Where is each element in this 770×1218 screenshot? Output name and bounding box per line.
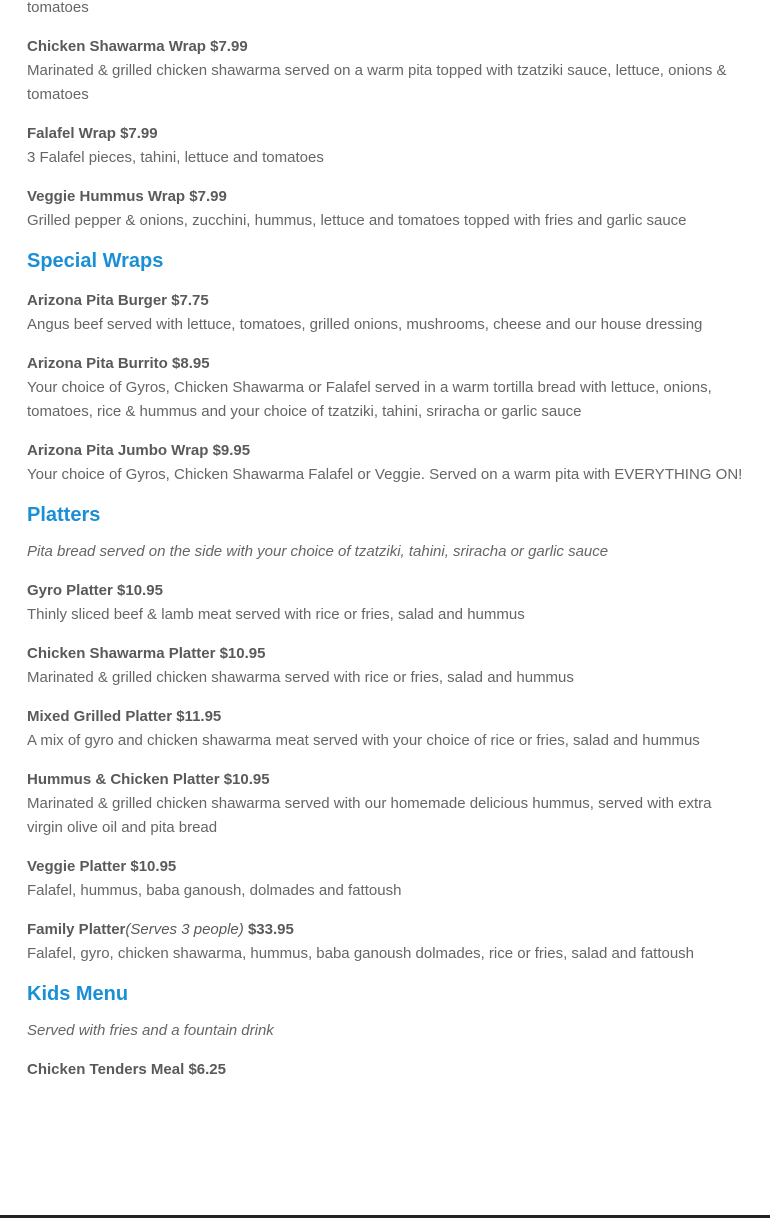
menu-item-desc: 3 Falafel pieces, tahini, lettuce and tomatoes — [27, 149, 324, 166]
menu-item-name: Arizona Pita Burrito $8.95 — [27, 355, 210, 372]
menu-content — [27, 0, 743, 1082]
family-platter-price: $33.95 — [247, 921, 294, 938]
family-platter-name: Family Platter — [27, 921, 126, 938]
menu-item-name: Chicken Shawarma Wrap $7.99 — [27, 38, 248, 55]
menu-item — [27, 185, 743, 233]
menu-item — [27, 122, 743, 170]
menu-item-family-platter — [27, 918, 743, 966]
menu-item — [27, 352, 743, 424]
menu-item-name: Veggie Hummus Wrap $7.99 — [27, 188, 227, 205]
menu-item-name: Veggie Platter $10.95 — [27, 858, 177, 875]
menu-item-desc: Marinated & grilled chicken shawarma served with rice or fries, salad and hummus — [27, 669, 574, 686]
menu-item-desc: Falafel, gyro, chicken shawarma, hummus, baba ganoush dolmades, rice or fries, salad and fattoush — [27, 945, 695, 962]
menu-item — [27, 35, 743, 107]
menu-item — [27, 642, 743, 690]
section-note-kids-menu: Served with fries and a fountain drink — [27, 1022, 274, 1039]
section-note-platters: Pita bread served on the side with your choice of tzatziki, tahini, sriracha or garlic sauce — [27, 543, 609, 560]
section-title-platters: Platters — [27, 504, 101, 526]
menu-item-desc: Your choice of Gyros, Chicken Shawarma or Falafel served in a warm tortilla bread with lettuce, onions, tomatoes, rice & hummus and your choice of tzatziki, tahini, sriracha or garlic sauce — [27, 379, 712, 420]
menu-item — [27, 855, 743, 903]
menu-item — [27, 579, 743, 627]
menu-item-name: Mixed Grilled Platter $11.95 — [27, 708, 222, 725]
menu-item-desc: A mix of gyro and chicken shawarma meat served with your choice of rice or fries, salad and hummus — [27, 732, 700, 749]
menu-item — [27, 705, 743, 753]
menu-item-name: Chicken Shawarma Platter $10.95 — [27, 645, 266, 662]
menu-item-name: Arizona Pita Burger $7.75 — [27, 292, 209, 309]
menu-item-desc: Grilled pepper & onions, zucchini, hummus, lettuce and tomatoes topped with fries and garlic sauce — [27, 212, 687, 229]
menu-item-desc: Falafel, hummus, baba ganoush, dolmades and fattoush — [27, 882, 402, 899]
menu-item-desc: Angus beef served with lettuce, tomatoes, grilled onions, mushrooms, cheese and our house dressing — [27, 316, 703, 333]
menu-item-name: Gyro Platter $10.95 — [27, 582, 163, 599]
menu-item-name: Arizona Pita Jumbo Wrap $9.95 — [27, 442, 251, 459]
menu-item — [27, 439, 743, 487]
menu-item — [27, 768, 743, 840]
menu-item-desc: Marinated & grilled chicken shawarma served with our homemade delicious hummus, served with extra virgin olive oil and pita bread — [27, 795, 712, 836]
menu-item-name: Hummus & Chicken Platter $10.95 — [27, 771, 270, 788]
menu-item-name: Falafel Wrap $7.99 — [27, 125, 158, 142]
menu-item-desc: Marinated & grilled chicken shawarma served on a warm pita topped with tzatziki sauce, lettuce, onions & tomatoes — [27, 62, 727, 103]
section-title-special-wraps: Special Wraps — [27, 250, 164, 272]
family-platter-serves-note: (Serves 3 people) — [125, 921, 244, 938]
menu-item-desc: Thinly sliced beef & lamb meat served with rice or fries, salad and hummus — [27, 606, 525, 623]
menu-item-desc-fragment: tomatoes — [27, 0, 89, 16]
menu-item — [27, 289, 743, 337]
section-title-kids-menu: Kids Menu — [27, 983, 129, 1005]
menu-item-desc: Your choice of Gyros, Chicken Shawarma Falafel or Veggie. Served on a warm pita with EVERYTHING ON! — [27, 466, 743, 483]
menu-item-name — [27, 918, 743, 942]
menu-item — [27, 1058, 743, 1082]
menu-item-name: Chicken Tenders Meal $6.25 — [27, 1061, 226, 1078]
